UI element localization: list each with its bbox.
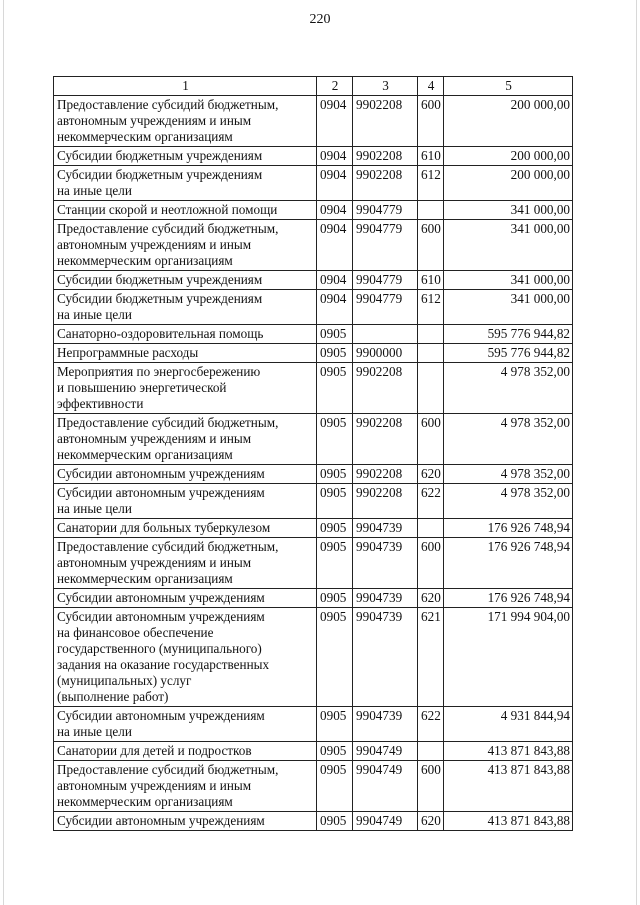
row-section-code: 0905	[317, 742, 353, 761]
row-description: Субсидии автономным учреждениям	[54, 812, 317, 831]
row-amount: 176 926 748,94	[444, 519, 573, 538]
row-section-code: 0905	[317, 761, 353, 812]
page-number: 220	[309, 12, 331, 27]
row-amount: 4 978 352,00	[444, 465, 573, 484]
row-section-code: 0905	[317, 363, 353, 414]
table-row	[54, 414, 573, 465]
row-target-code: 9902208	[353, 363, 418, 414]
row-expense-type	[418, 344, 444, 363]
row-amount: 595 776 944,82	[444, 325, 573, 344]
budget-table	[53, 76, 573, 831]
row-amount: 413 871 843,88	[444, 761, 573, 812]
row-expense-type: 622	[418, 707, 444, 742]
row-target-code	[353, 325, 418, 344]
table-row	[54, 761, 573, 812]
table-row	[54, 344, 573, 363]
table-row	[54, 484, 573, 519]
row-amount: 341 000,00	[444, 220, 573, 271]
table-row	[54, 707, 573, 742]
table-row	[54, 290, 573, 325]
row-section-code: 0905	[317, 608, 353, 707]
row-section-code: 0905	[317, 519, 353, 538]
row-section-code: 0905	[317, 812, 353, 831]
row-amount: 171 994 904,00	[444, 608, 573, 707]
row-amount: 176 926 748,94	[444, 589, 573, 608]
table-row	[54, 465, 573, 484]
row-target-code: 9902208	[353, 96, 418, 147]
table-row	[54, 363, 573, 414]
row-section-code: 0905	[317, 484, 353, 519]
row-section-code: 0905	[317, 538, 353, 589]
row-target-code: 9904779	[353, 220, 418, 271]
header-col-5: 5	[444, 77, 573, 96]
row-description: Предоставление субсидий бюджетным, автономным учреждениям и иным некоммерческим организациям	[54, 414, 317, 465]
row-section-code: 0904	[317, 271, 353, 290]
row-target-code: 9902208	[353, 147, 418, 166]
row-description: Субсидии бюджетным учреждениям на иные цели	[54, 166, 317, 201]
row-expense-type	[418, 363, 444, 414]
table-row	[54, 325, 573, 344]
row-expense-type: 620	[418, 465, 444, 484]
row-description: Субсидии автономным учреждениям на иные цели	[54, 707, 317, 742]
right-scan-edge	[636, 0, 637, 905]
row-description: Непрограммные расходы	[54, 344, 317, 363]
row-description: Санатории для больных туберкулезом	[54, 519, 317, 538]
row-expense-type: 621	[418, 608, 444, 707]
row-target-code: 9902208	[353, 484, 418, 519]
row-description: Предоставление субсидий бюджетным, автономным учреждениям и иным некоммерческим организациям	[54, 96, 317, 147]
row-expense-type: 600	[418, 414, 444, 465]
row-target-code: 9904779	[353, 201, 418, 220]
row-section-code: 0905	[317, 344, 353, 363]
table-row	[54, 742, 573, 761]
row-section-code: 0905	[317, 414, 353, 465]
row-target-code: 9904739	[353, 538, 418, 589]
header-col-1: 1	[54, 77, 317, 96]
table-row	[54, 271, 573, 290]
row-target-code: 9900000	[353, 344, 418, 363]
header-col-4: 4	[418, 77, 444, 96]
row-description: Санаторно-оздоровительная помощь	[54, 325, 317, 344]
row-target-code: 9902208	[353, 465, 418, 484]
row-section-code: 0905	[317, 465, 353, 484]
row-amount: 413 871 843,88	[444, 742, 573, 761]
row-expense-type: 600	[418, 220, 444, 271]
row-expense-type: 610	[418, 147, 444, 166]
row-description: Предоставление субсидий бюджетным, автономным учреждениям и иным некоммерческим организациям	[54, 538, 317, 589]
row-amount: 4 978 352,00	[444, 484, 573, 519]
row-description: Субсидии автономным учреждениям	[54, 465, 317, 484]
row-amount: 176 926 748,94	[444, 538, 573, 589]
table-row	[54, 519, 573, 538]
row-section-code: 0904	[317, 290, 353, 325]
row-amount: 200 000,00	[444, 147, 573, 166]
table-row	[54, 147, 573, 166]
row-description: Предоставление субсидий бюджетным, автономным учреждениям и иным некоммерческим организациям	[54, 761, 317, 812]
row-expense-type: 600	[418, 96, 444, 147]
row-description: Субсидии автономным учреждениям на иные цели	[54, 484, 317, 519]
row-amount: 4 978 352,00	[444, 363, 573, 414]
row-amount: 200 000,00	[444, 166, 573, 201]
row-expense-type	[418, 519, 444, 538]
row-expense-type: 600	[418, 538, 444, 589]
row-section-code: 0904	[317, 166, 353, 201]
row-amount: 413 871 843,88	[444, 812, 573, 831]
row-section-code: 0905	[317, 589, 353, 608]
row-section-code: 0904	[317, 96, 353, 147]
row-amount: 341 000,00	[444, 271, 573, 290]
row-expense-type	[418, 325, 444, 344]
row-section-code: 0904	[317, 201, 353, 220]
row-expense-type: 620	[418, 812, 444, 831]
row-expense-type: 620	[418, 589, 444, 608]
left-scan-edge	[3, 0, 4, 905]
row-expense-type: 612	[418, 290, 444, 325]
row-target-code: 9904749	[353, 761, 418, 812]
table-row	[54, 608, 573, 707]
row-expense-type	[418, 742, 444, 761]
row-expense-type: 622	[418, 484, 444, 519]
row-amount: 341 000,00	[444, 290, 573, 325]
row-target-code: 9902208	[353, 414, 418, 465]
row-section-code: 0904	[317, 147, 353, 166]
row-description: Субсидии автономным учреждениям на финансовое обеспечение государственного (муниципального) задания на оказание государственных (муниципальных) услуг (выполнение работ)	[54, 608, 317, 707]
row-target-code: 9904739	[353, 608, 418, 707]
row-target-code: 9904779	[353, 271, 418, 290]
row-expense-type	[418, 201, 444, 220]
table-row	[54, 220, 573, 271]
table-row	[54, 538, 573, 589]
row-target-code: 9904749	[353, 742, 418, 761]
row-description: Станции скорой и неотложной помощи	[54, 201, 317, 220]
row-target-code: 9904739	[353, 589, 418, 608]
row-expense-type: 612	[418, 166, 444, 201]
row-expense-type: 610	[418, 271, 444, 290]
table-row	[54, 166, 573, 201]
row-description: Предоставление субсидий бюджетным, автономным учреждениям и иным некоммерческим организациям	[54, 220, 317, 271]
row-amount: 200 000,00	[444, 96, 573, 147]
header-row	[54, 77, 573, 96]
row-section-code: 0905	[317, 325, 353, 344]
row-description: Субсидии автономным учреждениям	[54, 589, 317, 608]
row-description: Субсидии бюджетным учреждениям	[54, 147, 317, 166]
table-row	[54, 201, 573, 220]
row-description: Мероприятия по энергосбережению и повышению энергетической эффективности	[54, 363, 317, 414]
row-amount: 4 978 352,00	[444, 414, 573, 465]
row-target-code: 9904749	[353, 812, 418, 831]
table-row	[54, 96, 573, 147]
row-section-code: 0905	[317, 707, 353, 742]
row-expense-type: 600	[418, 761, 444, 812]
row-target-code: 9904739	[353, 519, 418, 538]
table-row	[54, 812, 573, 831]
row-target-code: 9904739	[353, 707, 418, 742]
row-description: Санатории для детей и подростков	[54, 742, 317, 761]
header-col-2: 2	[317, 77, 353, 96]
row-target-code: 9902208	[353, 166, 418, 201]
header-col-3: 3	[353, 77, 418, 96]
row-amount: 4 931 844,94	[444, 707, 573, 742]
row-description: Субсидии бюджетным учреждениям на иные цели	[54, 290, 317, 325]
table-row	[54, 589, 573, 608]
row-section-code: 0904	[317, 220, 353, 271]
row-amount: 341 000,00	[444, 201, 573, 220]
row-target-code: 9904779	[353, 290, 418, 325]
row-description: Субсидии бюджетным учреждениям	[54, 271, 317, 290]
row-amount: 595 776 944,82	[444, 344, 573, 363]
